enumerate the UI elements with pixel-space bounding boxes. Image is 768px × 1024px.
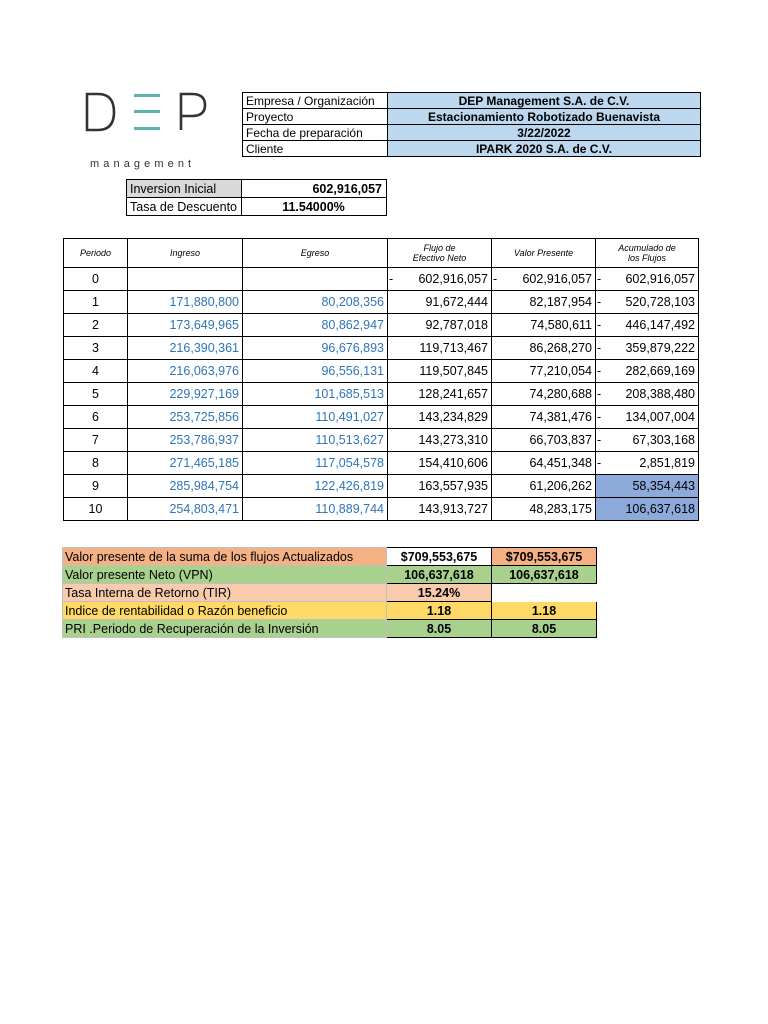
- column-header: Egreso: [243, 239, 388, 268]
- income-cell[interactable]: 216,063,976: [128, 360, 243, 383]
- column-header: Valor Presente: [492, 239, 596, 268]
- expense-cell[interactable]: 110,889,744: [243, 498, 388, 521]
- table-row: [64, 452, 699, 475]
- summary-value-2[interactable]: 106,637,618: [492, 566, 597, 584]
- expense-cell[interactable]: 80,862,947: [243, 314, 388, 337]
- info-key: Empresa / Organización: [243, 93, 388, 109]
- table-row: [64, 337, 699, 360]
- summary-value-2: [492, 584, 597, 602]
- info-row: [243, 109, 701, 125]
- summary-label: Valor presente Neto (VPN): [63, 566, 387, 584]
- present-value-cell[interactable]: 74,580,611: [492, 314, 596, 337]
- net-flow-cell[interactable]: 92,787,018: [388, 314, 492, 337]
- summary-value-1[interactable]: 8.05: [387, 620, 492, 638]
- logo-subtitle: management: [90, 158, 196, 170]
- income-cell[interactable]: 173,649,965: [128, 314, 243, 337]
- period-cell[interactable]: 8: [64, 452, 128, 475]
- cumulative-cell[interactable]: 58,354,443: [596, 475, 699, 498]
- summary-value-2[interactable]: 1.18: [492, 602, 597, 620]
- info-key: Cliente: [243, 141, 388, 157]
- cumulative-cell[interactable]: - 134,007,004: [596, 406, 699, 429]
- summary-value-1[interactable]: 15.24%: [387, 584, 492, 602]
- table-row: [64, 383, 699, 406]
- cumulative-cell[interactable]: - 520,728,103: [596, 291, 699, 314]
- cumulative-cell[interactable]: - 602,916,057: [596, 268, 699, 291]
- table-row: [64, 406, 699, 429]
- period-cell[interactable]: 5: [64, 383, 128, 406]
- present-value-cell[interactable]: 86,268,270: [492, 337, 596, 360]
- summary-value-1[interactable]: 1.18: [387, 602, 492, 620]
- pv-sum-row: [63, 548, 597, 566]
- net-flow-cell[interactable]: 163,557,935: [388, 475, 492, 498]
- income-cell[interactable]: 254,803,471: [128, 498, 243, 521]
- table-row: [64, 314, 699, 337]
- table-row: [64, 429, 699, 452]
- income-cell[interactable]: 171,880,800: [128, 291, 243, 314]
- header-line: Efectivo Neto: [412, 253, 467, 263]
- npv-row: [63, 566, 597, 584]
- column-header: [596, 239, 699, 268]
- income-cell[interactable]: 285,984,754: [128, 475, 243, 498]
- info-key: Fecha de preparación: [243, 125, 388, 141]
- param-row: [127, 198, 387, 216]
- cumulative-cell[interactable]: - 2,851,819: [596, 452, 699, 475]
- period-cell[interactable]: 9: [64, 475, 128, 498]
- column-header: [388, 239, 492, 268]
- column-header: Ingreso: [128, 239, 243, 268]
- present-value-cell[interactable]: 82,187,954: [492, 291, 596, 314]
- present-value-cell[interactable]: 61,206,262: [492, 475, 596, 498]
- summary-value-1[interactable]: $709,553,675: [387, 548, 492, 566]
- project-info-table: [242, 92, 701, 157]
- irr-row: [63, 584, 597, 602]
- net-flow-cell[interactable]: - 602,916,057: [388, 268, 492, 291]
- cumulative-cell[interactable]: - 67,303,168: [596, 429, 699, 452]
- expense-cell[interactable]: 110,491,027: [243, 406, 388, 429]
- net-flow-cell[interactable]: 143,913,727: [388, 498, 492, 521]
- table-row: [64, 268, 699, 291]
- income-cell[interactable]: 216,390,361: [128, 337, 243, 360]
- income-cell[interactable]: [128, 268, 243, 291]
- present-value-cell[interactable]: 64,451,348: [492, 452, 596, 475]
- initial-investment-value[interactable]: 602,916,057: [242, 180, 387, 198]
- cumulative-cell[interactable]: - 446,147,492: [596, 314, 699, 337]
- net-flow-cell[interactable]: 119,713,467: [388, 337, 492, 360]
- info-value[interactable]: IPARK 2020 S.A. de C.V.: [388, 141, 701, 157]
- present-value-cell[interactable]: 77,210,054: [492, 360, 596, 383]
- cash-flow-table: [63, 238, 699, 521]
- info-row: [243, 141, 701, 157]
- table-row: [64, 498, 699, 521]
- net-flow-cell[interactable]: 154,410,606: [388, 452, 492, 475]
- summary-label: PRI .Periodo de Recuperación de la Inversión: [63, 620, 387, 638]
- table-row: [64, 291, 699, 314]
- summary-label: Tasa Interna de Retorno (TIR): [63, 584, 387, 602]
- net-flow-cell[interactable]: 143,234,829: [388, 406, 492, 429]
- expense-cell[interactable]: 80,208,356: [243, 291, 388, 314]
- info-key: Proyecto: [243, 109, 388, 125]
- table-row: [64, 360, 699, 383]
- dep-logo-mark: [84, 86, 210, 136]
- info-value[interactable]: DEP Management S.A. de C.V.: [388, 93, 701, 109]
- cumulative-cell[interactable]: 106,637,618: [596, 498, 699, 521]
- profitability-index-row: [63, 602, 597, 620]
- cumulative-cell[interactable]: - 359,879,222: [596, 337, 699, 360]
- period-cell[interactable]: 1: [64, 291, 128, 314]
- summary-value-1[interactable]: 106,637,618: [387, 566, 492, 584]
- period-cell[interactable]: 10: [64, 498, 128, 521]
- cumulative-cell[interactable]: - 282,669,169: [596, 360, 699, 383]
- expense-cell[interactable]: 110,513,627: [243, 429, 388, 452]
- initial-investment-label: Inversion Inicial: [127, 180, 242, 198]
- summary-label: Indice de rentabilidad o Razón beneficio: [63, 602, 387, 620]
- present-value-cell[interactable]: 74,381,476: [492, 406, 596, 429]
- summary-value-2[interactable]: $709,553,675: [492, 548, 597, 566]
- expense-cell[interactable]: 122,426,819: [243, 475, 388, 498]
- period-cell[interactable]: 3: [64, 337, 128, 360]
- period-cell[interactable]: 0: [64, 268, 128, 291]
- income-cell[interactable]: 271,465,185: [128, 452, 243, 475]
- expense-cell[interactable]: 96,556,131: [243, 360, 388, 383]
- summary-table: [62, 547, 597, 638]
- net-flow-cell[interactable]: 91,672,444: [388, 291, 492, 314]
- header-line: Acumulado de: [618, 243, 676, 253]
- parameters-table: [126, 179, 387, 216]
- period-cell[interactable]: 7: [64, 429, 128, 452]
- info-row: [243, 93, 701, 109]
- present-value-cell[interactable]: 48,283,175: [492, 498, 596, 521]
- present-value-cell[interactable]: 66,703,837: [492, 429, 596, 452]
- expense-cell[interactable]: [243, 268, 388, 291]
- expense-cell[interactable]: 117,054,578: [243, 452, 388, 475]
- column-header: Periodo: [64, 239, 128, 268]
- summary-value-2[interactable]: 8.05: [492, 620, 597, 638]
- net-flow-cell[interactable]: 143,273,310: [388, 429, 492, 452]
- net-flow-cell[interactable]: 128,241,657: [388, 383, 492, 406]
- payback-period-row: [63, 620, 597, 638]
- period-cell[interactable]: 6: [64, 406, 128, 429]
- period-cell[interactable]: 4: [64, 360, 128, 383]
- table-header-row: [64, 239, 699, 268]
- expense-cell[interactable]: 96,676,893: [243, 337, 388, 360]
- present-value-cell[interactable]: 74,280,688: [492, 383, 596, 406]
- present-value-cell[interactable]: - 602,916,057: [492, 268, 596, 291]
- param-row: [127, 180, 387, 198]
- info-value[interactable]: 3/22/2022: [388, 125, 701, 141]
- cumulative-cell[interactable]: - 208,388,480: [596, 383, 699, 406]
- discount-rate-label: Tasa de Descuento: [127, 198, 242, 216]
- net-flow-cell[interactable]: 119,507,845: [388, 360, 492, 383]
- info-value[interactable]: Estacionamiento Robotizado Buenavista: [388, 109, 701, 125]
- expense-cell[interactable]: 101,685,513: [243, 383, 388, 406]
- period-cell[interactable]: 2: [64, 314, 128, 337]
- income-cell[interactable]: 253,725,856: [128, 406, 243, 429]
- header-line: los Flujos: [627, 253, 666, 263]
- discount-rate-value[interactable]: 11.54000%: [242, 198, 387, 216]
- info-row: [243, 125, 701, 141]
- header-line: Flujo de: [423, 243, 456, 253]
- table-row: [64, 475, 699, 498]
- summary-label: Valor presente de la suma de los flujos Actualizados: [63, 548, 387, 566]
- income-cell[interactable]: 229,927,169: [128, 383, 243, 406]
- income-cell[interactable]: 253,786,937: [128, 429, 243, 452]
